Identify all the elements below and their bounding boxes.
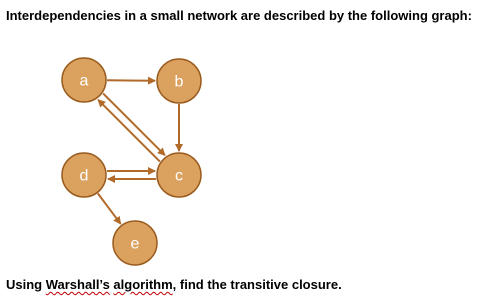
node-a-label: a [79, 72, 89, 90]
node-b [157, 59, 201, 103]
intro-text: Interdependencies in a small network are described by the following graph: [6, 8, 472, 23]
node-b-label: b [174, 73, 184, 91]
instruction-text [6, 277, 342, 292]
edge-a-to-b [107, 80, 155, 81]
node-c-label: c [175, 167, 183, 185]
edge-a-to-c [103, 93, 165, 155]
node-d-label: d [79, 167, 89, 185]
node-e [113, 221, 157, 265]
nodes-layer [62, 58, 201, 265]
node-d [62, 153, 106, 197]
node-e-label: e [130, 235, 140, 253]
edges-layer [98, 80, 179, 224]
instruction-suffix: , find the transitive closure. [172, 277, 342, 292]
instruction-word-warshalls: Warshall’s [45, 277, 110, 292]
instruction-word-algorithm: algorithm [113, 277, 173, 292]
edge-d-to-e [98, 193, 121, 223]
node-a [62, 58, 106, 102]
instruction-prefix: Using [6, 277, 46, 292]
node-c [157, 153, 201, 197]
edge-c-to-a [98, 100, 160, 162]
